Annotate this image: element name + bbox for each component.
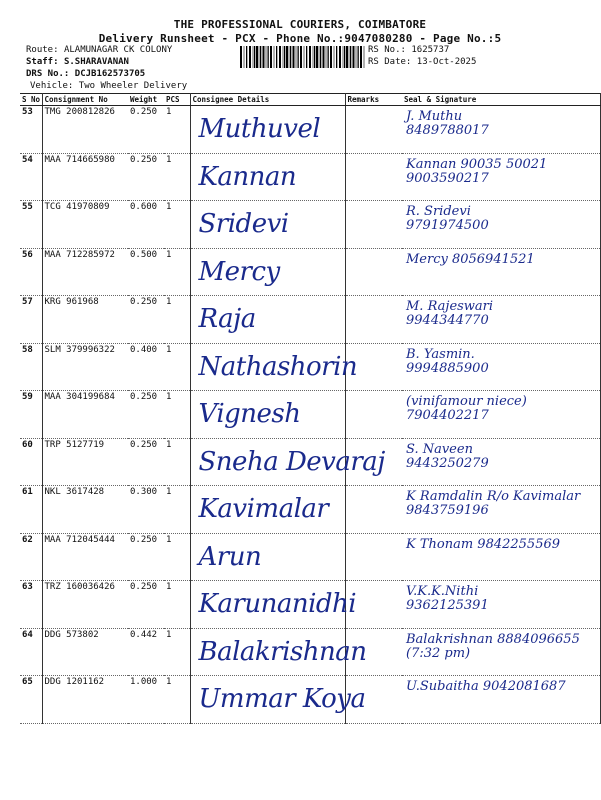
barcode-bar: [256, 46, 258, 68]
consignee-details: [190, 391, 345, 439]
col-header-pcs: PCS: [164, 94, 190, 106]
consignee-handwritten-name: Arun: [198, 541, 262, 572]
barcode-bar: [253, 46, 254, 68]
handwritten-signature: [406, 538, 560, 552]
handwritten-signature: [406, 490, 580, 518]
pieces-value: 1: [164, 391, 190, 439]
signature-line-2: 7904402217: [406, 408, 489, 423]
consignment-number: NKL 3617428: [42, 486, 128, 534]
barcode-bar: [286, 46, 288, 68]
rs-no-value: 1625737: [411, 45, 450, 55]
consignment-number: TMG 200812826: [42, 106, 128, 154]
barcode-bar: [353, 46, 355, 68]
weight-value: 0.250: [128, 106, 164, 154]
route-value: ALAMUNAGAR CK COLONY: [63, 45, 173, 55]
barcode-bar: [298, 46, 299, 68]
signature-line-2: 8489788017: [406, 123, 489, 138]
handwritten-signature: [406, 680, 566, 694]
rs-date-line: [368, 57, 476, 67]
table-row: [20, 438, 600, 486]
barcode-bar: [330, 46, 332, 68]
barcode-bar: [319, 46, 320, 68]
vehicle-label: Vehicle:: [30, 81, 74, 91]
pieces-value: 1: [164, 438, 190, 486]
signature-line-2: 9994885900: [406, 360, 489, 376]
serial-number: 62: [20, 533, 42, 581]
consignee-details: [190, 201, 345, 249]
consignee-details: [190, 676, 366, 724]
serial-number: 65: [20, 676, 42, 724]
handwritten-signature: [406, 110, 489, 138]
barcode-bar: [326, 46, 327, 68]
weight-value: 0.600: [128, 201, 164, 249]
col-header-signature: Seal & Signature: [402, 94, 600, 106]
consignee-handwritten-name: Sridevi: [198, 209, 289, 239]
signature-line-1: S. Naveen: [406, 441, 473, 457]
signature-line-2: 9362125391: [406, 598, 489, 613]
consignee-details: [190, 248, 345, 296]
consignment-number: DDG 1201162: [42, 676, 128, 724]
handwritten-signature: [406, 585, 489, 613]
seal-signature-cell: [402, 296, 600, 344]
table-row: [20, 486, 600, 534]
table-row: [20, 676, 600, 724]
rs-no-label: RS No.:: [368, 45, 406, 55]
barcode-bar: [313, 46, 314, 68]
signature-line-1: K Thonam 9842255569: [406, 536, 561, 552]
consignee-details: [190, 106, 345, 154]
seal-signature-cell: [402, 676, 600, 724]
barcode-bar: [244, 46, 245, 68]
consignee-details: [190, 438, 385, 486]
remarks-cell: [345, 391, 402, 439]
consignment-number: MAA 712045444: [42, 533, 128, 581]
barcode-bar: [266, 46, 267, 68]
consignment-number: MAA 714665980: [42, 153, 128, 201]
remarks-cell: [345, 486, 402, 534]
barcode-bar: [290, 46, 291, 68]
weight-value: 0.442: [128, 628, 164, 676]
consignee-handwritten-name: Mercy: [198, 256, 280, 287]
consignee-details: [190, 343, 358, 391]
barcode-bar: [249, 46, 251, 68]
barcode-bar: [293, 46, 295, 68]
barcode-bar: [346, 46, 348, 68]
pieces-value: 1: [164, 581, 190, 629]
table-row: [20, 201, 600, 249]
weight-value: 0.250: [128, 533, 164, 581]
serial-number: 60: [20, 438, 42, 486]
signature-line-1: V.K.K.Nithi: [406, 584, 479, 599]
consignment-number: DDG 573802: [42, 628, 128, 676]
consignee-handwritten-name: Kannan: [198, 161, 297, 192]
table-row: [20, 391, 600, 439]
staff-value: S.SHARAVANAN: [63, 57, 129, 67]
handwritten-signature: [406, 633, 580, 661]
signature-line-1: J. Muthu: [406, 109, 463, 124]
barcode-bar: [259, 46, 260, 68]
weight-value: 0.500: [128, 248, 164, 296]
serial-number: 57: [20, 296, 42, 344]
route-line: [26, 45, 172, 55]
vehicle-line: [30, 81, 187, 91]
handwritten-signature: [406, 300, 493, 328]
pieces-value: 1: [164, 343, 190, 391]
weight-value: 0.300: [128, 486, 164, 534]
route-label: Route:: [26, 45, 59, 55]
consignment-number: KRG 961968: [42, 296, 128, 344]
barcode-image: [240, 46, 364, 68]
barcode-bar: [304, 46, 305, 68]
serial-number: 63: [20, 581, 42, 629]
remarks-cell: [345, 581, 402, 629]
consignee-handwritten-name: Raja: [198, 304, 256, 334]
table-header-row: [20, 94, 600, 106]
consignee-handwritten-name: Nathashorin: [198, 351, 358, 382]
consignee-handwritten-name: Muthuvel: [198, 114, 321, 144]
signature-line-1: Balakrishnan 8884096655: [406, 631, 580, 647]
signature-line-1: Kannan 90035 50021: [406, 156, 548, 172]
vehicle-value: Two Wheeler Delivery: [78, 81, 188, 91]
remarks-cell: [345, 296, 402, 344]
pieces-value: 1: [164, 106, 190, 154]
barcode-bar: [306, 46, 307, 68]
weight-value: 0.250: [128, 391, 164, 439]
remarks-cell: [345, 343, 402, 391]
serial-number: 55: [20, 201, 42, 249]
barcode-bar: [356, 46, 357, 68]
table-row: [20, 296, 600, 344]
weight-value: 0.250: [128, 581, 164, 629]
staff-line: [26, 57, 129, 67]
barcode-bar: [270, 46, 272, 68]
pieces-value: 1: [164, 248, 190, 296]
remarks-cell: [345, 106, 402, 154]
runsheet-table-wrap: [20, 93, 600, 724]
col-header-consignee: Consignee Details: [190, 94, 345, 106]
barcode-bar: [300, 46, 302, 68]
serial-number: 53: [20, 106, 42, 154]
pieces-value: 1: [164, 676, 190, 724]
consignee-handwritten-name: Balakrishnan: [198, 636, 367, 667]
consignee-details: [190, 581, 357, 629]
weight-value: 0.250: [128, 296, 164, 344]
consignee-details: [190, 153, 345, 201]
serial-number: 56: [20, 248, 42, 296]
barcode-bar: [328, 46, 329, 68]
col-header-weight: Weight: [128, 94, 164, 106]
barcode-bar: [316, 46, 318, 68]
col-header-remarks: Remarks: [345, 94, 402, 106]
handwritten-signature: [406, 158, 547, 186]
serial-number: 59: [20, 391, 42, 439]
signature-line-2: 9944344770: [406, 313, 489, 328]
serial-number: 61: [20, 486, 42, 534]
barcode-bar: [344, 46, 345, 68]
barcode-bar: [260, 46, 261, 68]
consignment-number: TRP 5127719: [42, 438, 128, 486]
seal-signature-cell: [402, 486, 600, 534]
barcode-bar: [314, 46, 315, 68]
rs-date-label: RS Date:: [368, 57, 412, 67]
table-row: [20, 533, 600, 581]
rs-date-value: 13-Oct-2025: [416, 57, 477, 67]
signature-line-2: 9843759196: [406, 503, 489, 518]
drs-line: [26, 69, 145, 79]
barcode-bar: [323, 46, 325, 68]
serial-number: 64: [20, 628, 42, 676]
barcode-bar: [274, 46, 275, 68]
barcode-bar: [276, 46, 277, 68]
consignee-handwritten-name: Sneha Devaraj: [198, 446, 385, 477]
seal-signature-cell: [402, 106, 600, 154]
rs-no-line: [368, 45, 449, 55]
weight-value: 1.000: [128, 676, 164, 724]
signature-line-1: U.Subaitha 9042081687: [406, 679, 566, 694]
handwritten-signature: [406, 395, 527, 423]
barcode-bar: [339, 46, 341, 68]
barcode-bar: [296, 46, 297, 68]
handwritten-signature: [406, 443, 489, 471]
signature-line-2: (7:32 pm): [406, 645, 471, 661]
runsheet-table: [20, 93, 601, 724]
barcode-bar: [246, 46, 247, 68]
remarks-cell: [345, 248, 402, 296]
table-row: [20, 248, 600, 296]
consignment-number: TCG 41970809: [42, 201, 128, 249]
staff-label: Staff:: [26, 57, 59, 67]
pieces-value: 1: [164, 201, 190, 249]
consignee-details: [190, 628, 367, 676]
barcode-bar: [279, 46, 281, 68]
col-header-consignment: Consignment No: [42, 94, 128, 106]
weight-value: 0.400: [128, 343, 164, 391]
handwritten-signature: [406, 348, 489, 376]
remarks-cell: [345, 676, 402, 724]
pieces-value: 1: [164, 486, 190, 534]
table-row: [20, 581, 600, 629]
consignee-details: [190, 486, 345, 534]
barcode-bar: [349, 46, 350, 68]
pieces-value: 1: [164, 153, 190, 201]
seal-signature-cell: [402, 201, 600, 249]
seal-signature-cell: [402, 343, 600, 391]
barcode-bar: [289, 46, 290, 68]
serial-number: 58: [20, 343, 42, 391]
consignment-number: SLM 379996322: [42, 343, 128, 391]
runsheet-subtitle: Delivery Runsheet - PCX - Phone No.:9047080280 - Page No.:5: [98, 32, 502, 45]
pieces-value: 1: [164, 628, 190, 676]
signature-line-1: B. Yasmin.: [406, 346, 475, 362]
barcode-bar: [336, 46, 337, 68]
signature-line-1: Mercy 8056941521: [406, 251, 535, 267]
seal-signature-cell: [402, 391, 600, 439]
barcode-bar: [240, 46, 242, 68]
barcode-bar: [350, 46, 351, 68]
consignment-number: MAA 712285972: [42, 248, 128, 296]
signature-line-1: K Ramdalin R/o Kavimalar: [406, 489, 581, 504]
barcode-bar: [283, 46, 284, 68]
signature-line-2: 9003590217: [406, 170, 489, 186]
pieces-value: 1: [164, 533, 190, 581]
signature-line-2: 9791974500: [406, 218, 489, 233]
company-title: THE PROFESSIONAL COURIERS, COIMBATORE: [173, 18, 427, 31]
signature-line-1: M. Rajeswari: [406, 299, 494, 314]
barcode-bar: [309, 46, 311, 68]
barcode-bar: [254, 46, 255, 68]
remarks-cell: [345, 153, 402, 201]
signature-line-2: 9443250279: [406, 455, 489, 471]
consignment-number: MAA 304199684: [42, 391, 128, 439]
consignment-number: TRZ 160036426: [42, 581, 128, 629]
seal-signature-cell: [402, 153, 600, 201]
drs-label: DRS No.:: [26, 69, 70, 79]
seal-signature-cell: [402, 248, 600, 296]
consignee-handwritten-name: Kavimalar: [198, 494, 329, 524]
remarks-cell: [345, 533, 402, 581]
barcode-bar: [343, 46, 344, 68]
seal-signature-cell: [402, 533, 600, 581]
handwritten-signature: [406, 253, 535, 267]
table-row: [20, 153, 600, 201]
seal-signature-cell: [402, 628, 600, 676]
barcode-bar: [263, 46, 265, 68]
col-header-sno: S No: [22, 95, 41, 104]
consignee-handwritten-name: Vignesh: [198, 399, 301, 429]
seal-signature-cell: [402, 438, 600, 486]
signature-line-1: R. Sridevi: [406, 204, 471, 219]
signature-line-1: (vinifamour niece): [406, 394, 527, 409]
remarks-cell: [345, 438, 402, 486]
table-row: [20, 106, 600, 154]
consignee-handwritten-name: Ummar Koya: [198, 684, 366, 714]
consignee-details: [190, 533, 345, 581]
table-row: [20, 343, 600, 391]
barcode-bar: [320, 46, 321, 68]
weight-value: 0.250: [128, 438, 164, 486]
pieces-value: 1: [164, 296, 190, 344]
consignee-handwritten-name: Karunanidhi: [198, 589, 357, 619]
barcode-bar: [268, 46, 269, 68]
serial-number: 54: [20, 153, 42, 201]
barcode-bar: [360, 46, 362, 68]
remarks-cell: [345, 628, 402, 676]
barcode-bar: [334, 46, 335, 68]
drs-value: DCJB162573705: [74, 69, 146, 79]
barcode-bar: [358, 46, 359, 68]
remarks-cell: [345, 201, 402, 249]
table-row: [20, 628, 600, 676]
weight-value: 0.250: [128, 153, 164, 201]
barcode-bar: [364, 46, 365, 68]
handwritten-signature: [406, 205, 489, 233]
consignee-details: [190, 296, 345, 344]
barcode-bar: [284, 46, 285, 68]
seal-signature-cell: [402, 581, 600, 629]
